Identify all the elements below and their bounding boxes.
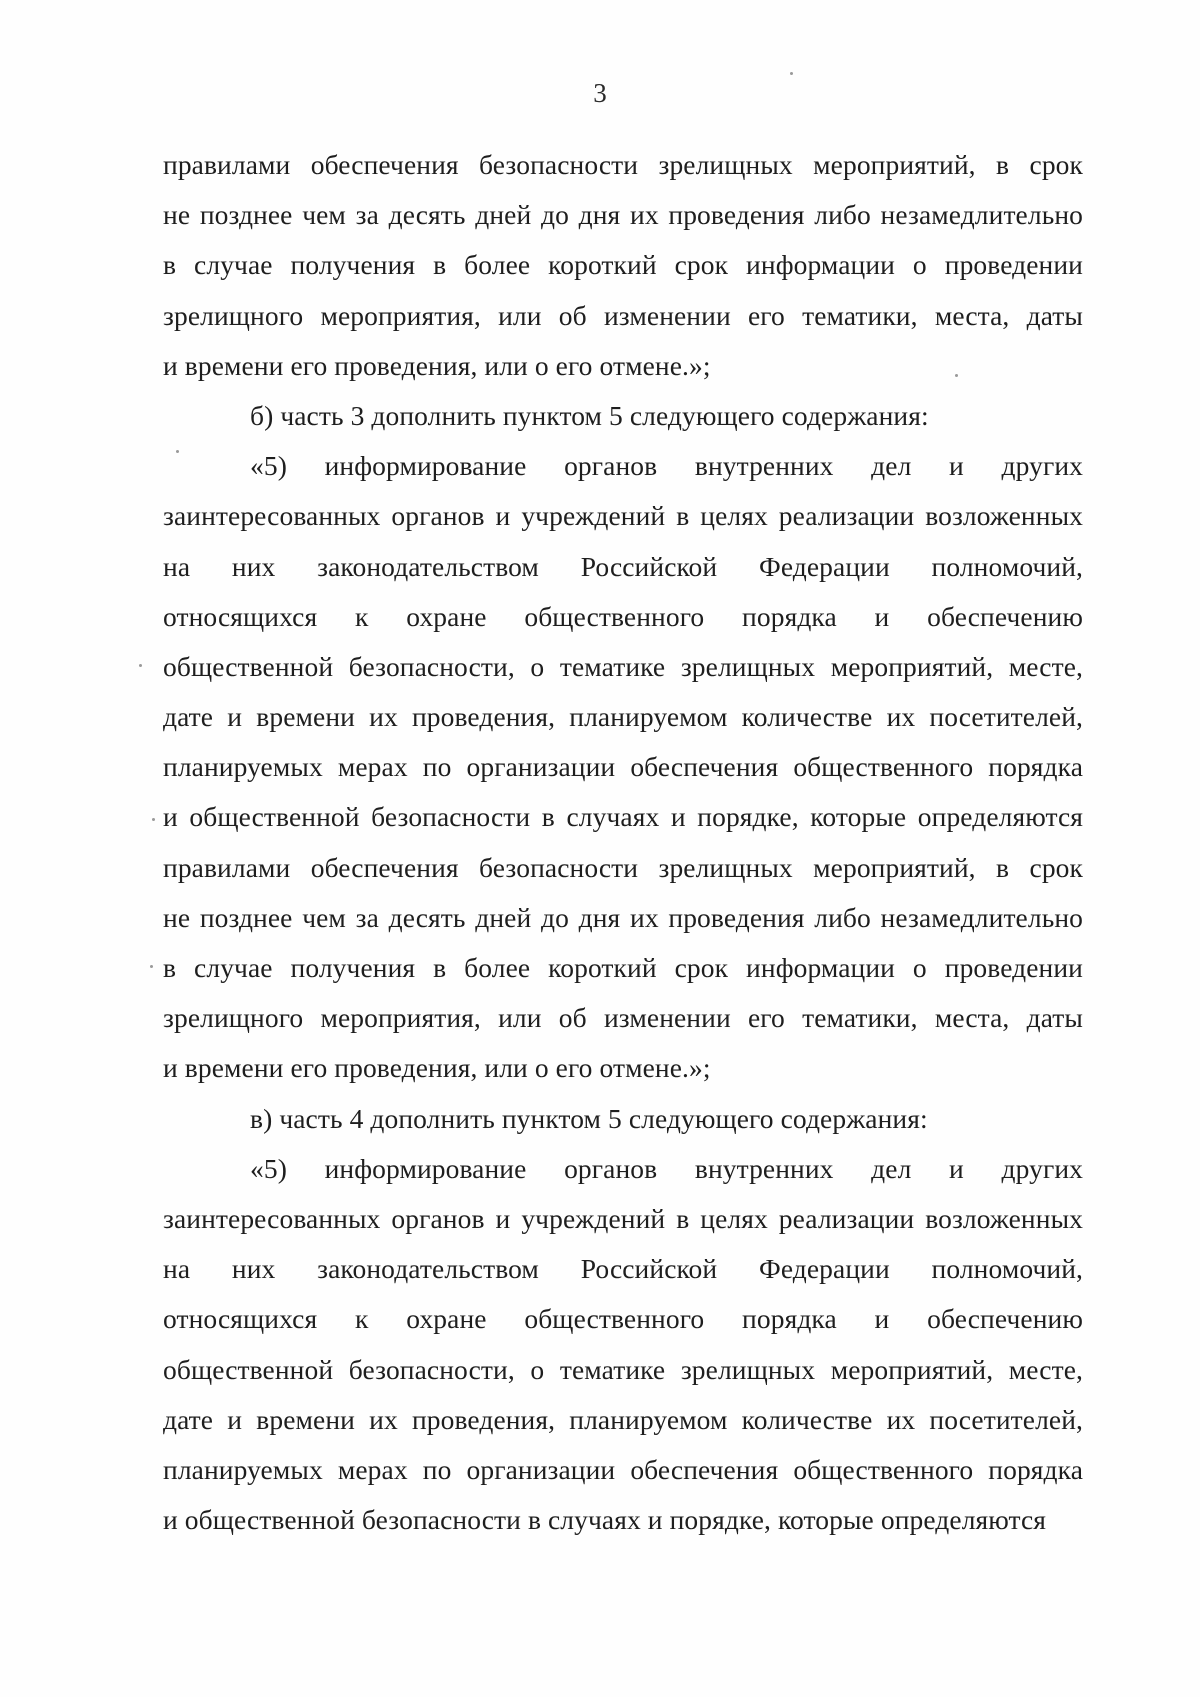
text-line: «5) информирование органов внутренних дел и других bbox=[250, 1152, 1083, 1184]
text-line: в случае получения в более короткий срок информации о проведении bbox=[163, 249, 1083, 281]
scan-speck bbox=[176, 450, 179, 453]
text-line: на них законодательством Российской Федерации полномочий, bbox=[163, 550, 1083, 582]
text-line: относящихся к охране общественного порядка и обеспечению bbox=[163, 600, 1083, 632]
text-line: «5) информирование органов внутренних дел и других bbox=[250, 450, 1083, 482]
text-line: в случае получения в более короткий срок информации о проведении bbox=[163, 952, 1083, 983]
text-line: правилами обеспечения безопасности зрелищных мероприятий, в срок bbox=[163, 851, 1083, 883]
text-line: относящихся к охране общественного порядка и обеспечению bbox=[163, 1303, 1083, 1335]
text-line: планируемых мерах по организации обеспечения общественного порядка bbox=[163, 1453, 1083, 1485]
paragraph bbox=[163, 441, 1083, 1093]
paragraph bbox=[163, 1144, 1083, 1546]
text-line: и общественной безопасности в случаях и порядке, которые определяются bbox=[163, 1504, 1047, 1536]
scan-speck bbox=[790, 72, 793, 75]
text-line: общественной безопасности, о тематике зрелищных мероприятий, месте, bbox=[163, 650, 1083, 682]
scan-speck bbox=[139, 664, 142, 667]
scan-speck bbox=[152, 818, 155, 821]
text-line: и времени его проведения, или о его отмене.»; bbox=[163, 349, 711, 381]
scan-speck bbox=[150, 965, 153, 968]
text-line: правилами обеспечения безопасности зрелищных мероприятий, в срок bbox=[163, 149, 1083, 180]
paragraph bbox=[163, 140, 1083, 391]
scan-speck bbox=[955, 374, 958, 377]
text-line: заинтересованных органов и учреждений в целях реализации возложенных bbox=[163, 1202, 1083, 1234]
paragraph bbox=[163, 1094, 1083, 1144]
text-line: и времени его проведения, или о его отмене.»; bbox=[163, 1052, 711, 1084]
text-line: заинтересованных органов и учреждений в целях реализации возложенных bbox=[163, 500, 1083, 532]
text-line: в) часть 4 дополнить пунктом 5 следующего содержания: bbox=[250, 1102, 928, 1134]
text-line: дате и времени их проведения, планируемом количестве их посетителей, bbox=[163, 1403, 1083, 1435]
text-line: б) часть 3 дополнить пунктом 5 следующего содержания: bbox=[250, 399, 929, 431]
paragraph bbox=[163, 391, 1083, 441]
text-line: не позднее чем за десять дней до дня их проведения либо незамедлительно bbox=[163, 199, 1083, 231]
text-line: не позднее чем за десять дней до дня их проведения либо незамедлительно bbox=[163, 901, 1083, 933]
text-line: на них законодательством Российской Федерации полномочий, bbox=[163, 1253, 1083, 1285]
page-number: 3 bbox=[593, 78, 607, 108]
text-line: общественной безопасности, о тематике зрелищных мероприятий, месте, bbox=[163, 1353, 1083, 1385]
text-line: и общественной безопасности в случаях и порядке, которые определяются bbox=[163, 801, 1083, 833]
document-body bbox=[163, 140, 1083, 1545]
text-line: зрелищного мероприятия, или об изменении его тематики, места, даты bbox=[163, 1002, 1083, 1034]
text-line: зрелищного мероприятия, или об изменении его тематики, места, даты bbox=[163, 299, 1083, 331]
text-line: планируемых мерах по организации обеспечения общественного порядка bbox=[163, 751, 1083, 783]
text-line: дате и времени их проведения, планируемом количестве их посетителей, bbox=[163, 701, 1083, 733]
